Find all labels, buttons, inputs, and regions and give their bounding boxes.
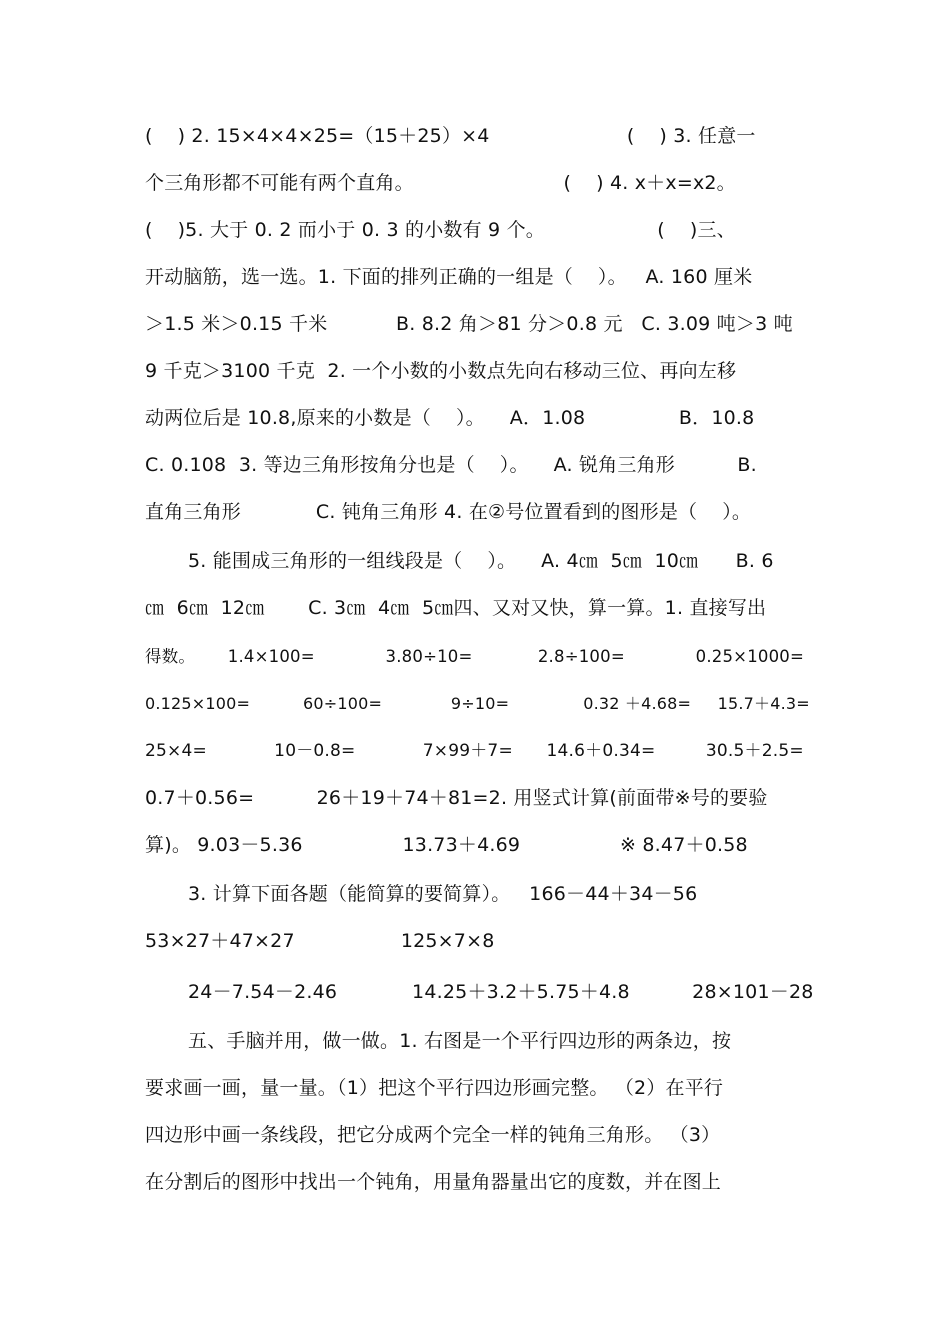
text-line-2: 个三角形都不可能有两个直角。 ( ) 4. x＋x=x2。 [145, 172, 736, 194]
text-line-19: 24－7.54－2.46 14.25＋3.2＋5.75＋4.8 28×101－28 [188, 981, 814, 1003]
text-line-17: 3. 计算下面各题（能简算的要简算）。 166－44＋34－56 [188, 883, 698, 905]
text-line-12: 得数。 1.4×100= 3.80÷10= 2.8÷100= 0.25×1000= [145, 647, 805, 666]
text-line-20: 五、手脑并用，做一做。1. 右图是一个平行四边形的两条边，按 [188, 1030, 732, 1052]
text-line-8: C. 0.108 3. 等边三角形按角分也是（ ）。 A. 锐角三角形 B. [145, 454, 757, 476]
text-line-5: ＞1.5 米＞0.15 千米 B. 8.2 角＞81 分＞0.8 元 C. 3.09 吨＞3 吨 [145, 313, 793, 335]
text-line-11: ㎝ 6㎝ 12㎝ C. 3㎝ 4㎝ 5㎝四、又对又快，算一算。1. 直接写出 [145, 597, 767, 619]
text-line-4: 开动脑筋，选一选。1. 下面的排列正确的一组是（ ）。 A. 160 厘米 [145, 266, 753, 288]
text-line-1: ( ) 2. 15×4×4×25=（15＋25）×4 ( ) 3. 任意一 [145, 125, 756, 147]
text-line-18: 53×27＋47×27 125×7×8 [145, 930, 495, 952]
text-line-9: 直角三角形 C. 钝角三角形 4. 在②号位置看到的图形是（ ）。 [145, 501, 752, 523]
text-line-13: 0.125×100= 60÷100= 9÷10= 0.32 ＋4.68= 15.7＋4.3= [145, 694, 810, 713]
text-line-6: 9 千克＞3100 千克 2. 一个小数的小数点先向右移动三位、再向左移 [145, 360, 737, 382]
text-line-15: 0.7＋0.56= 26＋19＋74＋81=2. 用竖式计算(前面带※号的要验 [145, 787, 768, 809]
text-line-3: ( )5. 大于 0. 2 而小于 0. 3 的小数有 9 个。 ( )三、 [145, 219, 736, 241]
text-line-22: 四边形中画一条线段，把它分成两个完全一样的钝角三角形。 （3） [145, 1124, 721, 1146]
text-line-21: 要求画一画，量一量。（1）把这个平行四边形画完整。 （2）在平行 [145, 1077, 724, 1099]
text-line-7: 动两位后是 10.8,原来的小数是（ ）。 A．1.08 B．10.8 [145, 407, 755, 429]
text-line-14: 25×4= 10－0.8= 7×99＋7= 14.6＋0.34= 30.5＋2.5= [145, 741, 804, 761]
text-line-23: 在分割后的图形中找出一个钝角，用量角器量出它的度数，并在图上 [145, 1171, 722, 1193]
text-line-10: 5. 能围成三角形的一组线段是（ ）。 A. 4㎝ 5㎝ 10㎝ B. 6 [188, 550, 774, 572]
text-line-16: 算)。 9.03－5.36 13.73＋4.69 ※ 8.47＋0.58 [145, 834, 748, 856]
